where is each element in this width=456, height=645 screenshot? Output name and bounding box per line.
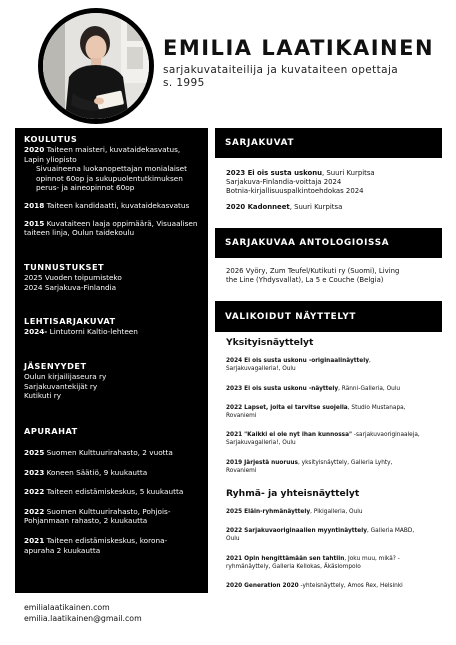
awards-heading: TUNNUSTUKSET (24, 262, 105, 272)
education-entry-line: Lapin yliopisto (24, 154, 77, 164)
grant-item: 2023 Koneen Säätiö, 9 kuukautta (24, 467, 148, 477)
comics-heading: SARJAKUVAT (225, 138, 295, 148)
solo-exhibition-item: 2019 Järjestä nuoruus, yksityisnäyttely, Galleria Lyhty, Rovaniemi (226, 460, 393, 475)
grant-item: 2025 Suomen Kulttuurirahasto, 2 vuotta (24, 448, 173, 457)
comic-entry: 2020 Kadonneet, Suuri Kurpitsa (226, 203, 343, 211)
exhibitions-heading-bar (215, 301, 442, 332)
anthology-line: 2026 Vyöry, Zum Teufel/Kutikuti ry (Suomi), Living (226, 267, 400, 275)
solo-exhibition-item: 2021 "Kaikki ei ole nyt ihan kunnossa" -sarjakuvaoriginaaleja, Sarjakuvagalleria!, Oulu (226, 432, 420, 447)
education-entry: 2020 Taiteen maisteri, kuvataidekasvatus, (24, 145, 181, 154)
left-column (15, 128, 208, 593)
grant-item: 2022 Suomen Kulttuurirahasto, Pohjois- (24, 506, 171, 516)
membership-item: Oulun kirjailijaseura ry (24, 372, 107, 381)
comics-list (226, 169, 444, 212)
person-name: EMILIA LAATIKAINEN (163, 36, 435, 60)
membership-item: Kutikuti ry (24, 391, 62, 401)
solo-exhibition-item: 2022 Lapset, joita ei tarvitse suojella, Studio Mustanapa, Rovaniemi (226, 405, 406, 420)
comic-entry: 2023 Ei ois susta uskonu, Suuri Kurpitsa (226, 169, 375, 177)
email-link[interactable]: emilia.laatikainen@gmail.com (24, 613, 142, 623)
anthologies-list (226, 267, 444, 285)
award-item: 2024 Sarjakuva-Finlandia (24, 282, 117, 292)
education-section (24, 134, 204, 238)
award-item: 2025 Vuoden toipumisteko (24, 273, 122, 282)
group-exhibition-item: 2025 Eläin-ryhmänäyttely, Pikigalleria, Oulu (226, 509, 363, 515)
solo-exhibitions-heading: Yksityisnäyttelyt (226, 337, 314, 348)
anthologies-heading-bar (215, 228, 442, 258)
education-detail: perus- ja aineopinnot 60op (36, 183, 135, 193)
membership-item: Sarjakuvantekijät ry (24, 381, 98, 391)
grants-section (24, 426, 204, 555)
anthology-line: the Line (Yhdysvallat), La 5 e Couche (Belgia) (226, 276, 384, 284)
education-entry-line: taiteen linja, Oulun taidekoulu (24, 228, 135, 238)
grant-item: 2021 Taiteen edistämiskeskus, korona- (24, 535, 168, 545)
group-exhibitions-heading: Ryhmä- ja yhteisnäyttelyt (226, 488, 360, 499)
solo-exhibition-item: 2023 Ei ois susta uskonu -näyttely, Ränni-Galleria, Oulu (226, 386, 401, 392)
grant-item-line: Pohjanmaan rahasto, 2 kuukautta (24, 516, 148, 526)
education-entry: 2018 Taiteen kandidaatti, kuvataidekasvatus (24, 200, 190, 210)
birth-year-line: s. 1995 (163, 77, 205, 89)
solo-exhibition-item: 2024 Ei ois susta uskonu -originaalinäyttely, Sarjakuvagalleria!, Oulu (226, 358, 371, 373)
magazine-comics-item: 2024- Lintutorni Kaltio-lehteen (24, 327, 138, 336)
education-entry: 2015 Kuvataiteen laaja oppimäärä, Visuaalisen (24, 218, 198, 228)
comic-entry-line: Sarjakuva-Finlandia-voittaja 2024 (226, 178, 342, 186)
comic-entry-line: Botnia-kirjallisuuspalkintoehdokas 2024 (226, 187, 364, 195)
profile-photo-frame (38, 8, 154, 124)
exhibitions-heading: VALIKOIDUT NÄYTTELYT (225, 311, 357, 322)
memberships-heading: JÄSENYYDET (24, 361, 87, 371)
group-exhibition-item: 2021 Opin hengittämään sen tahtiin, Joku muu, mikä? - ryhmänäyttely, Galleria Kellokas, Äkäslompolo (226, 556, 400, 571)
grant-item-line: apuraha 2 kuukautta (24, 545, 101, 555)
magazine-comics-section (24, 316, 204, 337)
grant-item: 2022 Taiteen edistämiskeskus, 5 kuukautta (24, 487, 184, 497)
person-subtitle (163, 64, 398, 90)
portrait-illustration (43, 13, 149, 119)
website-link[interactable]: emilialaatikainen.com (24, 603, 110, 612)
anthologies-heading: SARJAKUVAA ANTOLOGIOISSA (225, 238, 390, 248)
education-detail: opinnot 60op ja sukupuolentutkimuksen (36, 173, 183, 183)
profile-photo (43, 13, 149, 119)
memberships-section (24, 361, 204, 401)
group-exhibition-item: 2022 Sarjakuvaoriginaalien myyntinäyttely, Galleria MABD, Oulu (226, 528, 415, 543)
comics-heading-bar (215, 128, 442, 158)
awards-section (24, 262, 204, 292)
contact-block (24, 603, 142, 624)
education-heading: KOULUTUS (24, 134, 78, 144)
education-detail: Sivuaineena luokanopettajan monialaiset (36, 164, 188, 174)
magazine-comics-heading: LEHTISARJAKUVAT (24, 316, 116, 326)
grants-heading: APURAHAT (24, 426, 78, 436)
profession-line: sarjakuvataiteilija ja kuvataiteen opettaja (163, 64, 399, 76)
group-exhibition-item: 2020 Generation 2020 -yhteisnäyttely, Amos Rex, Helsinki (226, 583, 403, 589)
